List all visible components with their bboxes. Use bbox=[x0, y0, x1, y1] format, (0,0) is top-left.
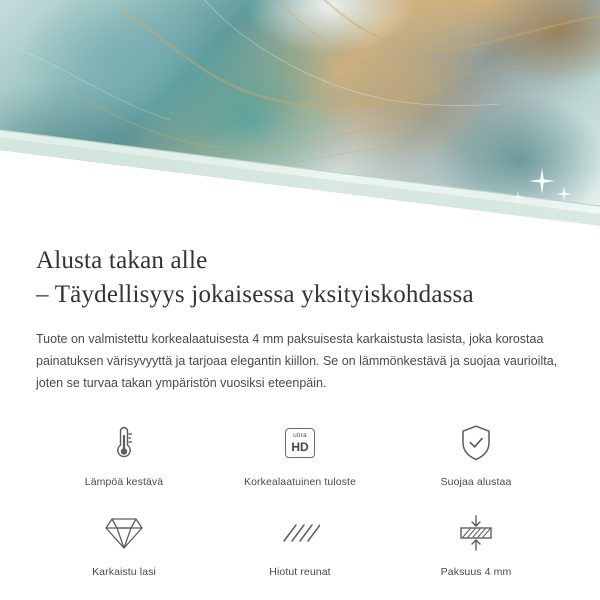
thickness-arrows-icon bbox=[456, 510, 496, 556]
feature-tempered-glass bbox=[36, 510, 212, 578]
feature-label: Paksuus 4 mm bbox=[440, 566, 512, 578]
polished-edges-icon bbox=[280, 510, 320, 556]
headline-line-1: Alusta takan alle bbox=[36, 247, 208, 274]
feature-heat-resistant bbox=[36, 420, 212, 488]
shield-check-icon bbox=[459, 420, 493, 466]
marble-gold-veins-icon bbox=[0, 0, 600, 220]
thermometer-icon bbox=[112, 420, 136, 466]
diamond-icon bbox=[104, 510, 144, 556]
feature-label: Lämpöä kestävä bbox=[84, 476, 164, 488]
feature-polished-edges bbox=[212, 510, 388, 578]
headline-line-2: – Täydellisyys jokaisessa yksityiskohdassa bbox=[36, 281, 474, 308]
content-area bbox=[0, 244, 600, 578]
feature-grid bbox=[36, 420, 564, 578]
feature-label: Hiotut reunat bbox=[269, 566, 331, 578]
feature-protects-surface bbox=[388, 420, 564, 488]
feature-label: Suojaa alustaa bbox=[440, 476, 512, 488]
feature-label: Korkealaatuinen tuloste bbox=[243, 476, 357, 488]
hero-image bbox=[0, 0, 600, 226]
feature-label: Karkaistu lasi bbox=[92, 566, 156, 578]
feature-high-quality-print bbox=[212, 420, 388, 488]
ultra-hd-icon bbox=[285, 420, 315, 466]
ultra-hd-badge-top: ultra bbox=[293, 432, 307, 440]
page-title bbox=[36, 244, 564, 312]
description-paragraph: Tuote on valmistettu korkealaatuisesta 4 mm paksuisesta karkaistusta lasista, joka korostaa painatuksen värisyvyyttä ja tarjoaa elegantin kiillon. Se on lämmönkestävä ja suojaa vaurioilta, joten se turvaa takan ympäristön vuosiksi eteenpäin. bbox=[36, 332, 558, 390]
ultra-hd-badge-bottom: HD bbox=[291, 439, 309, 454]
feature-thickness bbox=[388, 510, 564, 578]
